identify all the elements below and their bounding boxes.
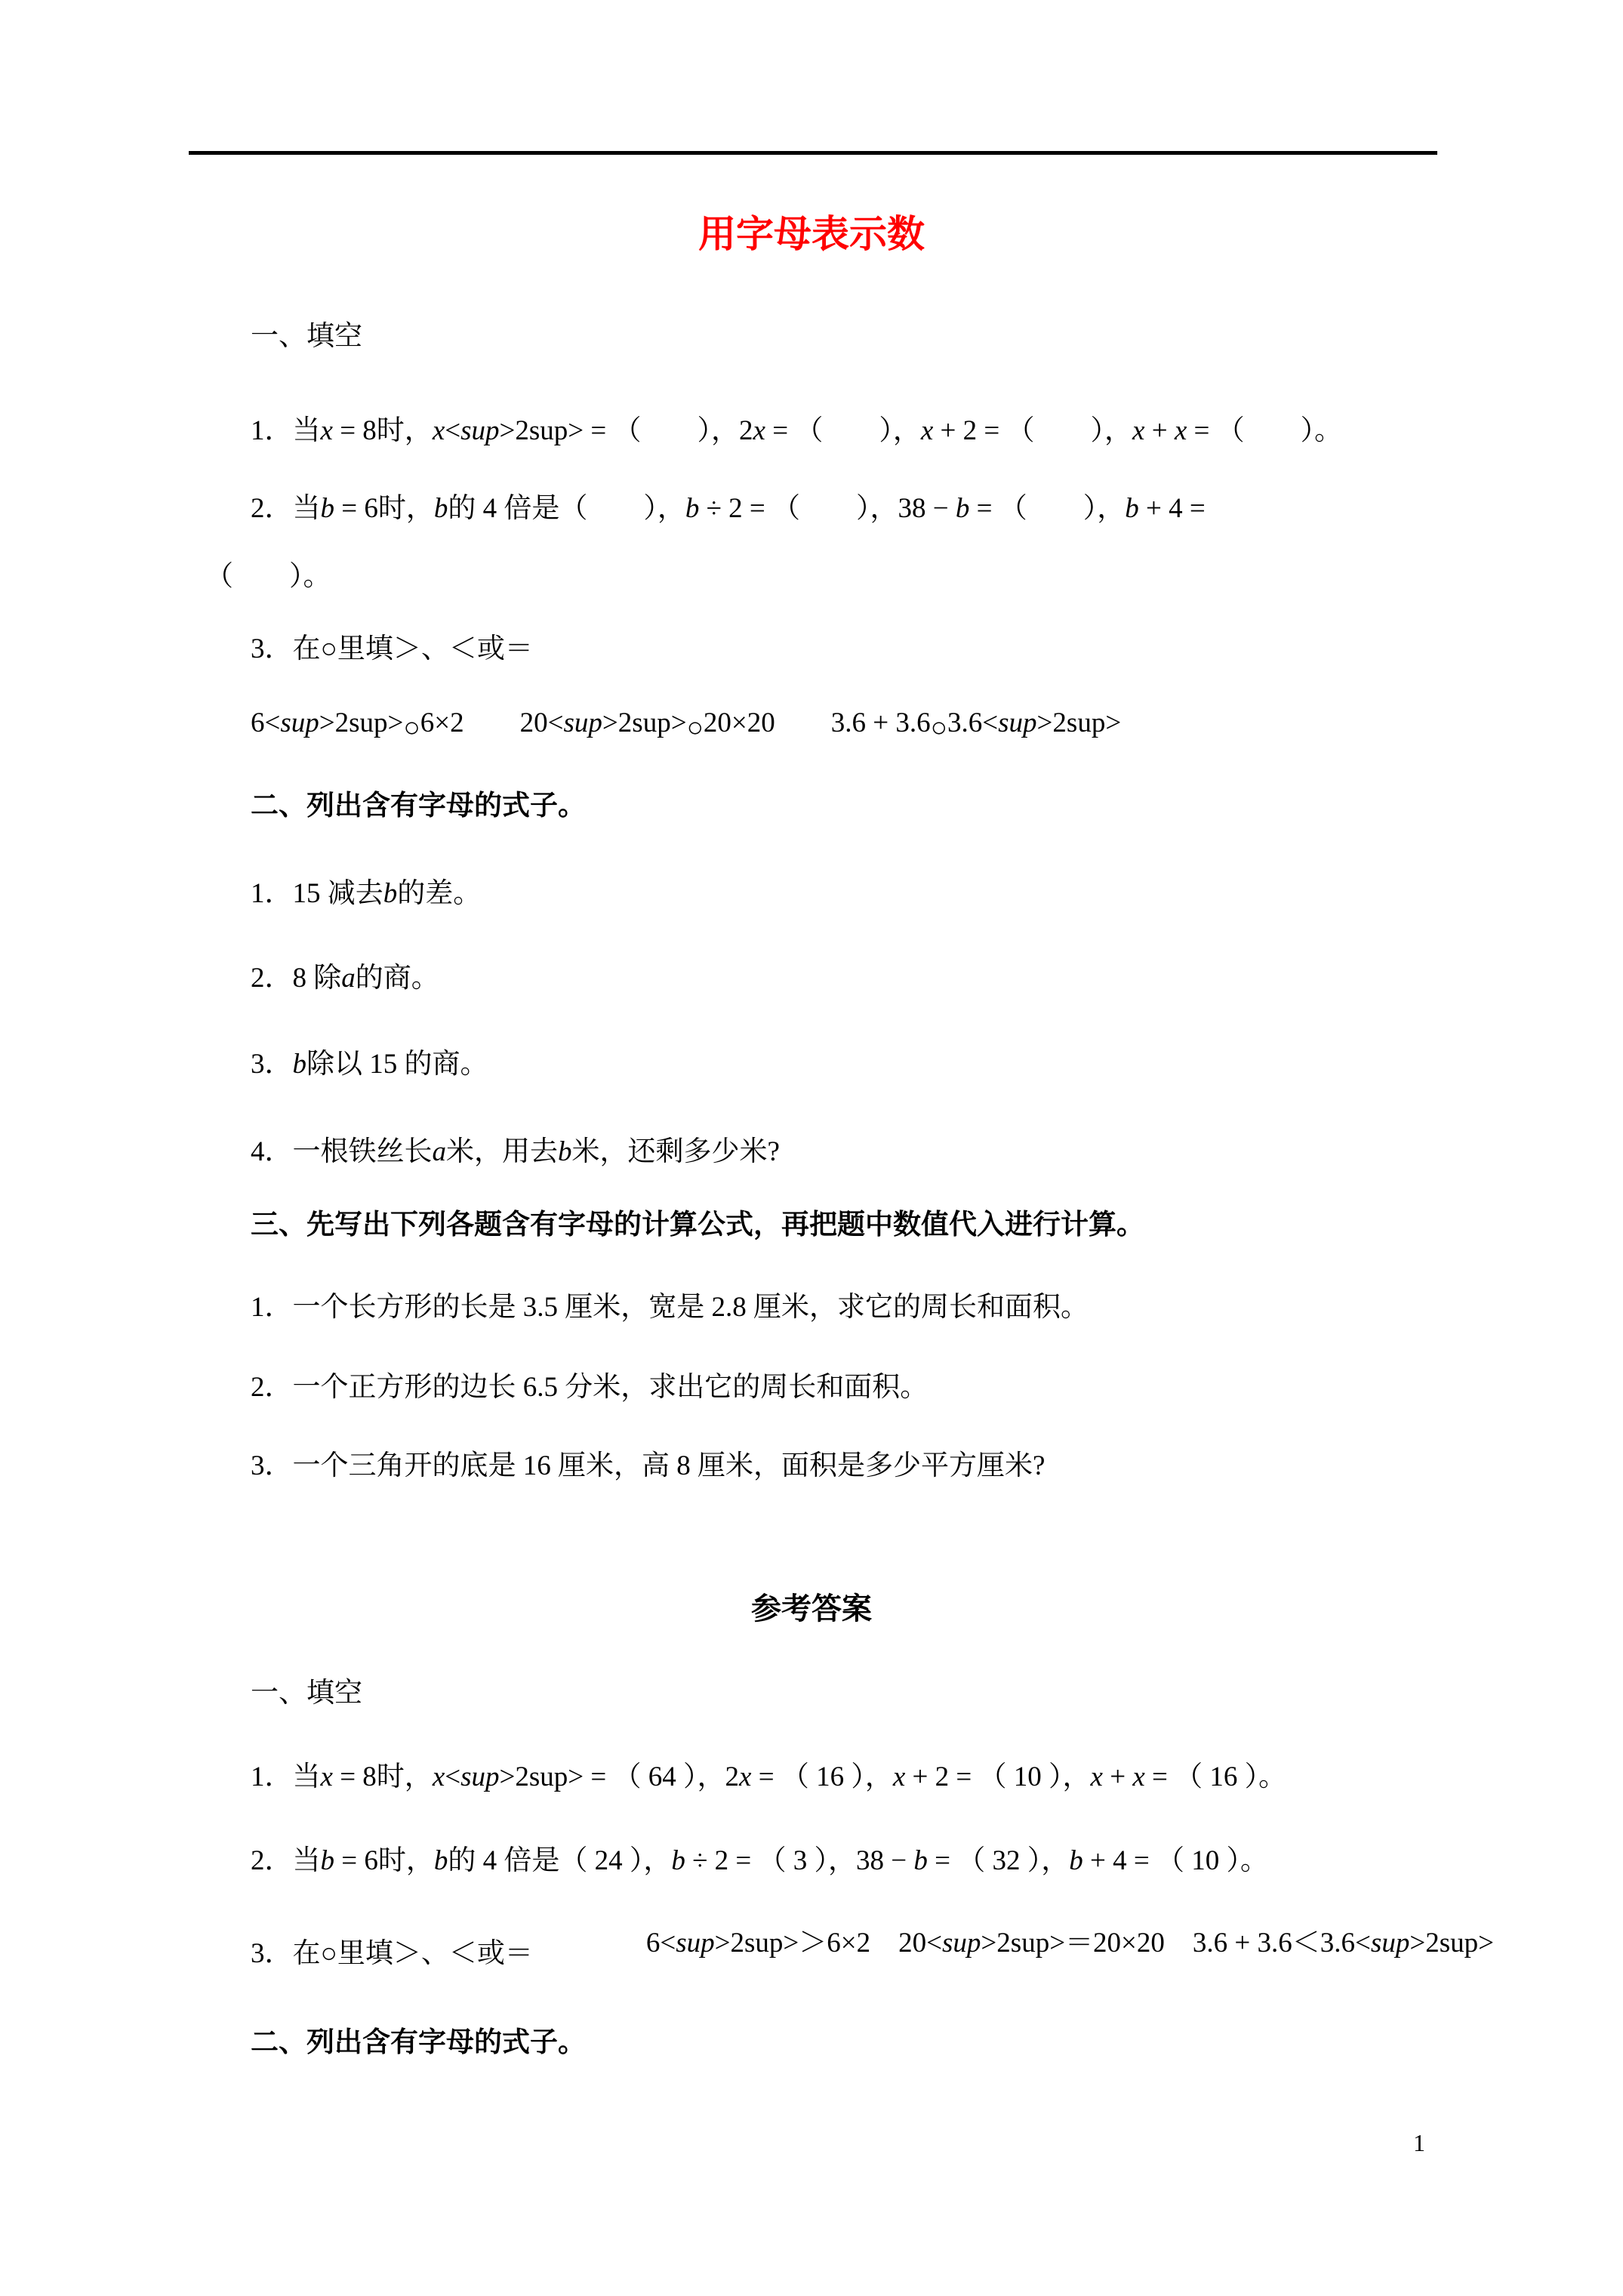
answers-section-2-heading: 二、列出含有字母的式子。 <box>251 2027 586 2058</box>
answer-fill-3-expressions: 6<sup>2sup>＞6×2 20<sup>2sup>＝20×20 3.6 + 3.6＜3.6<sup>2sup> <box>645 1928 1494 1959</box>
answers-section-1-heading: 一、填空 <box>251 1678 362 1709</box>
question-fill-2: 2．当b = 6时，b的 4 倍是（ ），b ÷ 2 = （ ），38 − b = （ ），b + 4 = <box>251 493 1206 524</box>
answer-fill-2: 2．当b = 6时，b的 4 倍是（ 24 ），b ÷ 2 = （ 3 ），38 − b = （ 32 ），b + 4 = （ 10 ）。 <box>251 1845 1269 1876</box>
answers-heading: 参考答案 <box>751 1592 872 1626</box>
question-fill-3-label: 3．在○里填＞、＜或＝ <box>251 633 533 664</box>
header-rule <box>189 151 1437 155</box>
question-calc-1: 1．一个长方形的长是 3.5 厘米，宽是 2.8 厘米，求它的周长和面积。 <box>251 1292 1089 1323</box>
section-2-heading: 二、列出含有字母的式子。 <box>251 791 586 821</box>
page-number: 1 <box>1413 2129 1425 2156</box>
section-1-heading: 一、填空 <box>251 321 362 352</box>
question-fill-1: 1．当x = 8时，x<sup>2sup> = （ ），2x = （ ），x + 2 = （ ），x + x = （ ）。 <box>251 415 1343 446</box>
question-fill-3-expressions: 6<sup>2sup>○6×2 20<sup>2sup>○20×20 3.6 + 3.6○3.6<sup>2sup> <box>251 707 1122 744</box>
question-fill-2-continuation: （ ）。 <box>205 561 331 592</box>
answer-fill-3-label: 3．在○里填＞、＜或＝ <box>251 1938 533 1969</box>
question-calc-2: 2．一个正方形的边长 6.5 分米，求出它的周长和面积。 <box>251 1372 929 1403</box>
question-expr-3: 3．b除以 15 的商。 <box>251 1049 488 1080</box>
question-expr-1: 1．15 减去b的差。 <box>251 878 482 909</box>
answer-fill-3 <box>251 1928 1494 1971</box>
question-expr-4: 4．一根铁丝长a米，用去b米，还剩多少米? <box>251 1136 780 1167</box>
answer-fill-1: 1．当x = 8时，x<sup>2sup> = （ 64 ），2x = （ 16 ），x + 2 = （ 10 ），x + x = （ 16 ）。 <box>251 1761 1287 1792</box>
question-calc-3: 3．一个三角开的底是 16 厘米，高 8 厘米，面积是多少平方厘米? <box>251 1450 1046 1481</box>
section-3-heading: 三、先写出下列各题含有字母的计算公式，再把题中数值代入进行计算。 <box>251 1210 1144 1240</box>
page-title: 用字母表示数 <box>698 213 925 255</box>
question-expr-2: 2．8 除a的商。 <box>251 963 439 994</box>
